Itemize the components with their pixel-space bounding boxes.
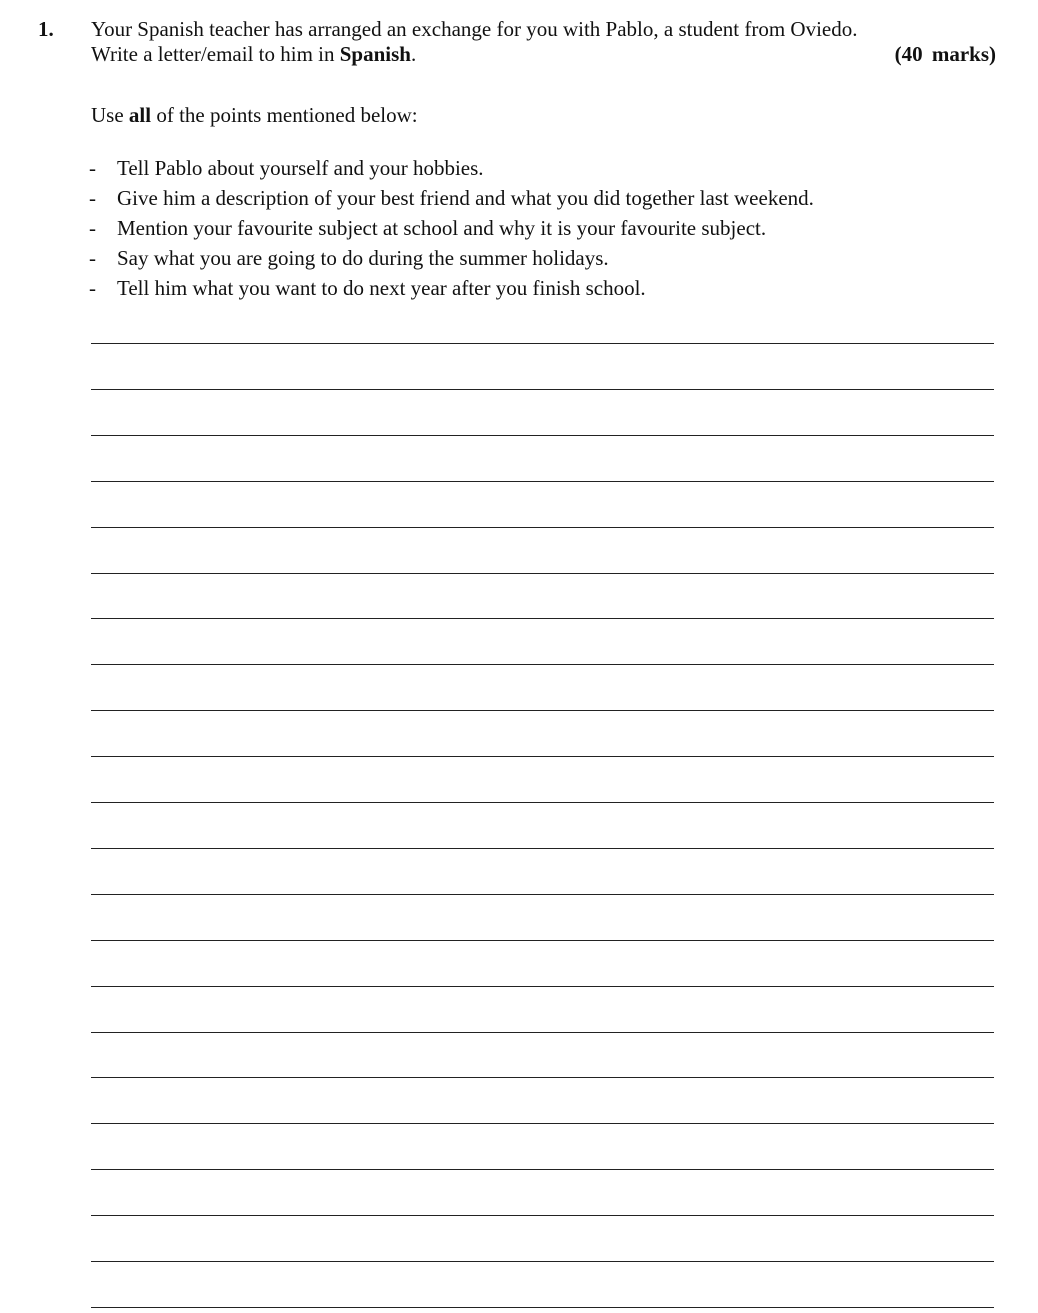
answer-line[interactable] <box>91 894 994 895</box>
answer-line[interactable] <box>91 940 994 941</box>
answer-line[interactable] <box>91 1169 994 1170</box>
answer-line[interactable] <box>91 848 994 849</box>
point-text: Mention your favourite subject at school and why it is your favourite subject. <box>117 216 767 240</box>
answer-line[interactable] <box>91 343 994 344</box>
question-text-line-1: Your Spanish teacher has arranged an exchange for you with Pablo, a student from Oviedo. <box>91 17 858 41</box>
answer-line[interactable] <box>91 1077 994 1078</box>
bullet-dash: - <box>89 156 96 180</box>
answer-line[interactable] <box>91 389 994 390</box>
marks-label: (40 marks) <box>894 42 996 66</box>
bullet-dash: - <box>89 276 96 300</box>
question-text-line-2-suffix: . <box>410 42 417 66</box>
question-number: 1. <box>38 17 54 41</box>
answer-line[interactable] <box>91 1307 994 1308</box>
answer-line[interactable] <box>91 802 994 803</box>
bullet-dash: - <box>89 216 96 240</box>
answer-line[interactable] <box>91 618 994 619</box>
answer-line[interactable] <box>91 527 994 528</box>
answer-line[interactable] <box>91 573 994 574</box>
answer-line[interactable] <box>91 1215 994 1216</box>
instruction-suffix: of the points mentioned below: <box>151 103 418 127</box>
point-text: Tell him what you want to do next year after you finish school. <box>117 276 646 300</box>
answer-line[interactable] <box>91 1261 994 1262</box>
answer-line[interactable] <box>91 756 994 757</box>
answer-line[interactable] <box>91 435 994 436</box>
point-text: Tell Pablo about yourself and your hobbies. <box>117 156 484 180</box>
language-emphasis: Spanish <box>339 42 411 66</box>
answer-line[interactable] <box>91 986 994 987</box>
instruction-emphasis: all <box>128 103 152 127</box>
answer-line[interactable] <box>91 710 994 711</box>
point-text: Give him a description of your best friend and what you did together last weekend. <box>117 186 814 210</box>
bullet-dash: - <box>89 186 96 210</box>
question-text-line-2-prefix: Write a letter/email to him in <box>91 42 340 66</box>
answer-line[interactable] <box>91 1032 994 1033</box>
answer-line[interactable] <box>91 1123 994 1124</box>
point-text: Say what you are going to do during the summer holidays. <box>117 246 609 270</box>
answer-area[interactable] <box>91 0 994 1313</box>
bullet-dash: - <box>89 246 96 270</box>
answer-line[interactable] <box>91 481 994 482</box>
instruction-prefix: Use <box>91 103 129 127</box>
answer-line[interactable] <box>91 664 994 665</box>
